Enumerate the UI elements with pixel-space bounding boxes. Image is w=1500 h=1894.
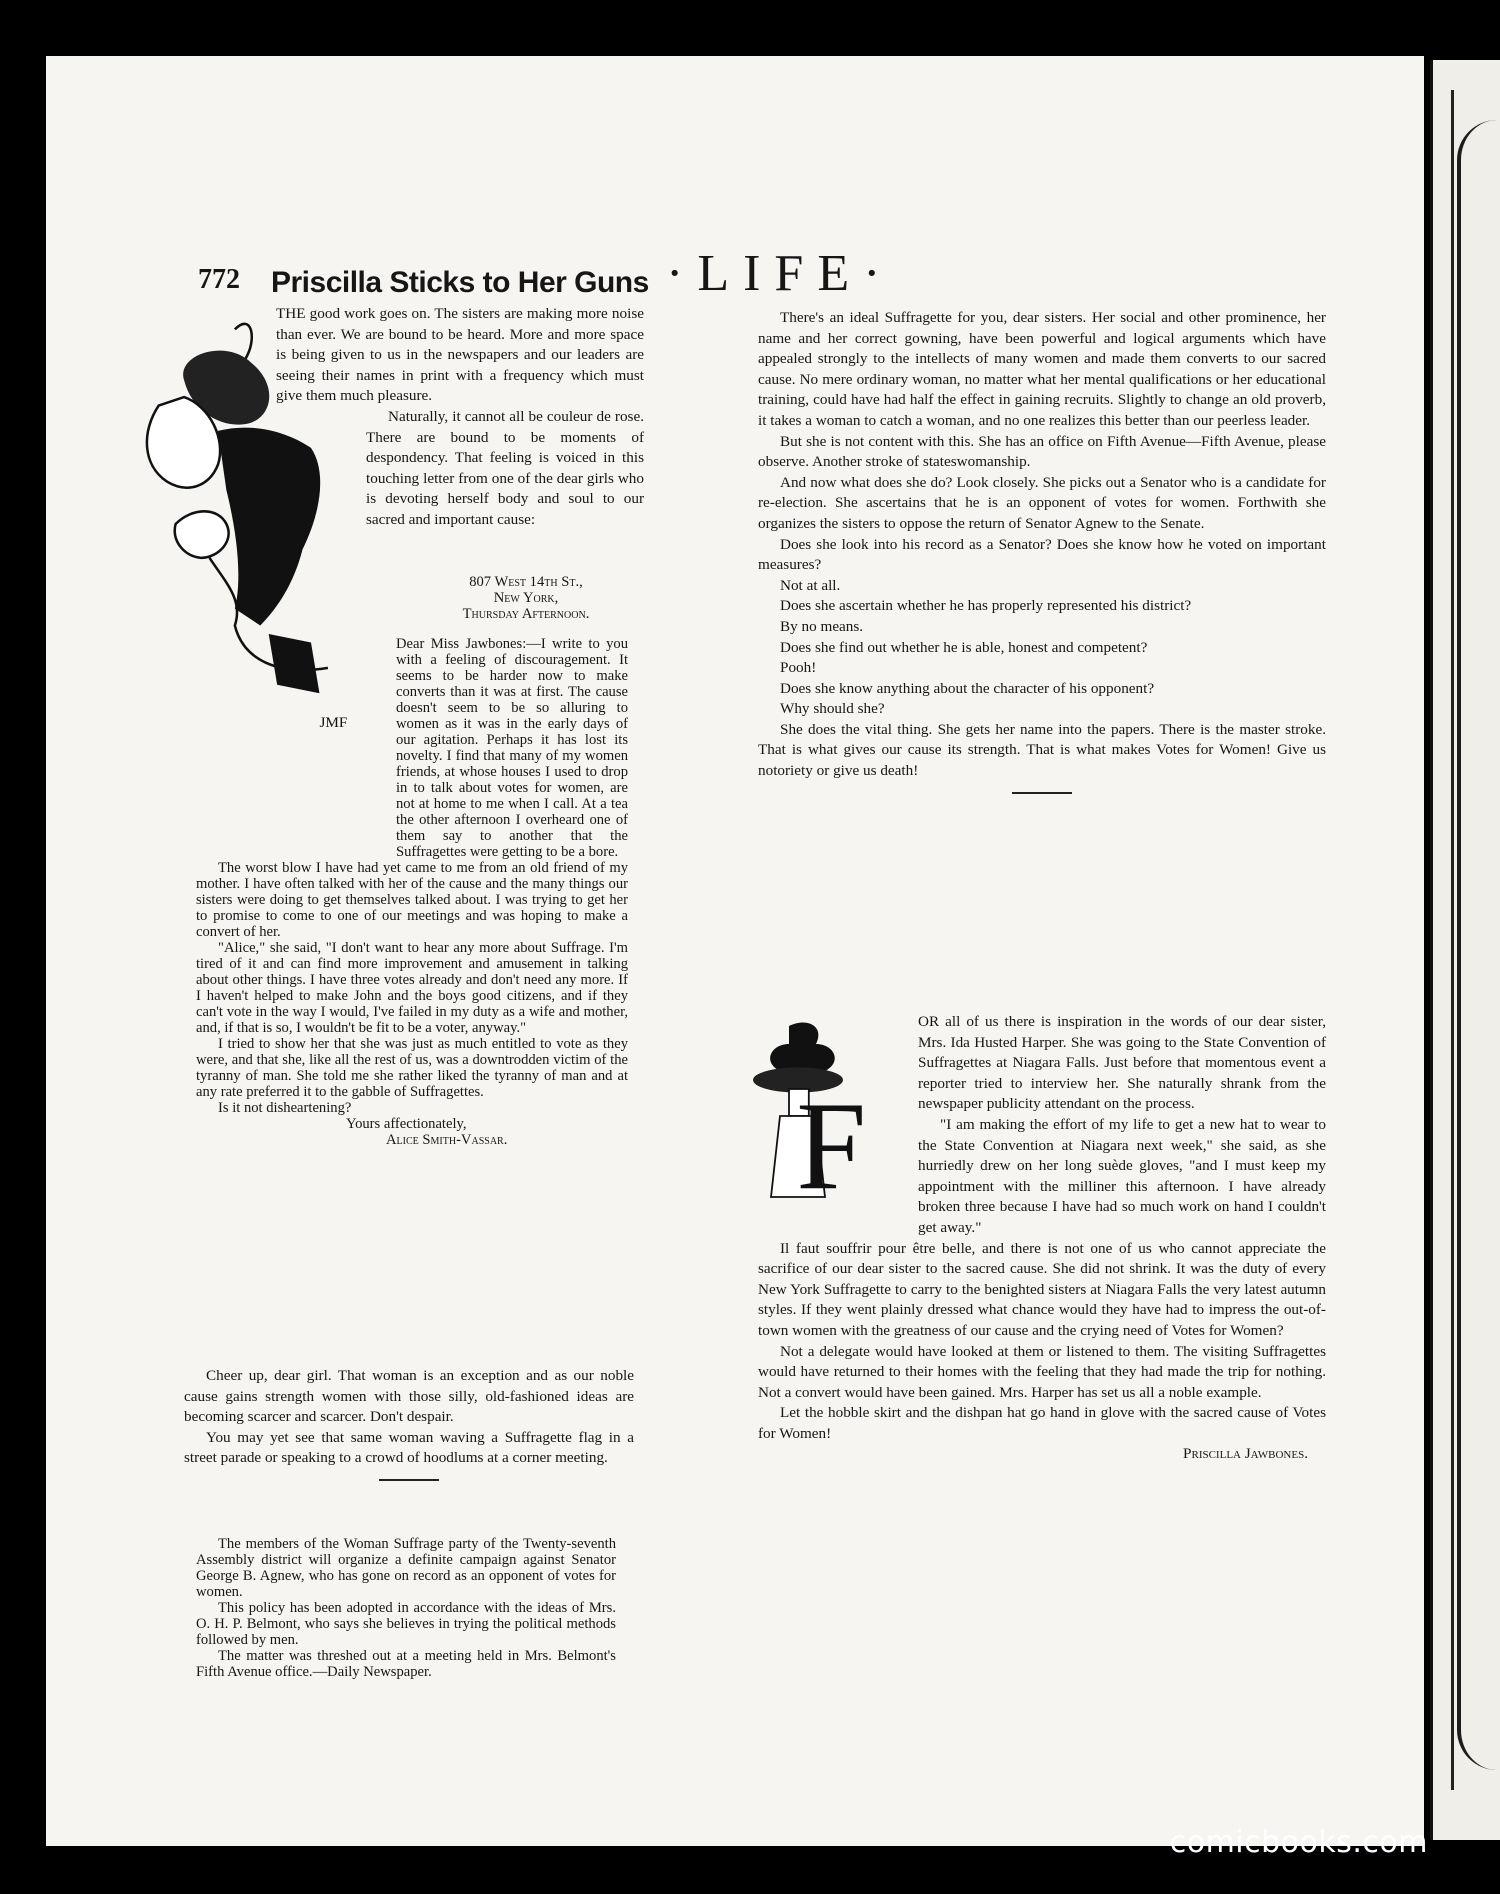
right-paragraph-4: Does she look into his record as a Senator? Does she know how he voted on important measures? (758, 535, 1326, 574)
right-paragraph-12: She does the vital thing. She gets her name into the papers. There is the master stroke. That is what gives our cause its strength. That is what makes Votes for Women! Give us notoriety or give us death! (758, 720, 1326, 780)
second-paragraph-2: "I am making the effort of my life to get a new hat to wear to the State Convention at Niagara next week," she said, as she hurriedly drew on her long suède gloves, "and I must keep my appointment with the milliner this afternoon. I have already broken three because I have had so much work on hand I couldn't get away." (918, 1115, 1326, 1236)
right-paragraph-10: Does she know anything about the character of his opponent? (780, 679, 1155, 697)
masthead-life: ·LIFE· (666, 245, 895, 302)
second-paragraph-3: Il faut souffrir pour être belle, and there is not one of us who cannot appreciate the sacrifice of our dear sister to the sacred cause. She did not shrink. It was the duty of every New York Suffragette to carry to the benighted sisters at Niagara Falls the very latest autumn styles. If they went plainly dressed what chance would they have had to impress the out-of-town women with the greatness of our cause and the crying need of Votes for Women? (758, 1239, 1326, 1339)
letter-paragraph-5: Is it not disheartening? (218, 1100, 352, 1116)
right-paragraph-11: Why should she? (780, 700, 885, 718)
intro-paragraph-1: THE good work goes on. The sisters are making more noise than ever. We are bound to be heard. More and more space is being given to us in the newspapers and our leaders are seeing their names in print with a frequency which must give them much pleasure. (276, 305, 644, 405)
adjacent-page-ornament (1457, 120, 1497, 1770)
letter-paragraph-4: I tried to show her that she was just as much entitled to vote as they were, and that she, like all the rest of us, was a downtrodden victim of the tyranny of man. She told me she rather liked the tyranny of man and at any rate preferred it to the gabble of Suffragettes. (196, 1036, 628, 1100)
second-paragraph-1: OR all of us there is inspiration in the words of our dear sister, Mrs. Ida Husted Harper. She was going to the State Convention of Suffragettes at Niagara Falls. Just before that momentous event a reporter tried to interview her. She naturally shrank from the newspaper publicity attendant on the process. (918, 1013, 1326, 1113)
adjacent-page-edge (1430, 60, 1500, 1840)
letter-close-2: Alice Smith-Vassar. (386, 1132, 508, 1148)
right-paragraph-9: Pooh! (780, 659, 817, 677)
right-paragraph-2: But she is not content with this. She has an office on Fifth Avenue—Fifth Avenue, please observe. Another stroke of stateswomanship. (758, 432, 1326, 471)
letter-paragraph-1: Dear Miss Jawbones:—I write to you with a feeling of discouragement. It seems to be harder now to make converts than it was at first. The cause doesn't seem to be so alluring to women as it was in the early days of our agitation. Perhaps it has lost its novelty. I find that many of my women friends, at whose houses I used to drop in to talk about votes for women, are not at home to me when I call. At a tea the other afternoon I overheard one of them say to another that the Suffragettes were getting to be a bore. (396, 636, 628, 860)
second-paragraph-4: Not a delegate would have looked at them or listened to them. The visiting Suffragettes would have returned to their homes with the feeling that they had made the trip for nothing. Not a convert would have been gained. Mrs. Harper has set us all a noble example. (758, 1342, 1326, 1401)
adjacent-page-rule (1451, 90, 1454, 1790)
intro-paragraph-2: Naturally, it cannot all be couleur de rose. There are bound to be moments of despondency. That feeling is voiced in this touching letter from one of the dear girls who is devoting herself body and soul to our sacred and important cause: (366, 407, 644, 528)
address-line-1: 807 West 14th St., (469, 574, 583, 590)
letter-close-1: Yours affectionately, (346, 1116, 467, 1132)
right-paragraph-8: Does she find out whether he is able, honest and competent? (780, 638, 1148, 656)
after-letter (184, 1366, 634, 1491)
second-piece (758, 1012, 1326, 1465)
address-line-3: Thursday Afternoon. (462, 606, 590, 622)
divider-rule-right (1012, 792, 1072, 794)
letter-paragraph-2: The worst blow I have had yet came to me from an old friend of my mother. I have often talked with her of the cause and the many things our sisters were doing to get themselves talked about. I was trying to get her to promise to come to one of our meetings and was hoping to make a convert of her. (196, 860, 628, 940)
watermark: comicbooks.com (1169, 1825, 1428, 1860)
letter-address (426, 574, 626, 622)
after-letter-paragraph-1: Cheer up, dear girl. That woman is an exception and as our noble cause gains strength women with those silly, old-fashioned ideas are becoming scarcer and scarcer. Don't despair. (184, 1367, 634, 1426)
letter-body (196, 636, 628, 1148)
news-clipping (196, 1536, 616, 1680)
divider-rule (379, 1479, 439, 1481)
magazine-page (46, 56, 1424, 1846)
page-number: 772 (198, 264, 240, 295)
address-line-2: New York, (493, 590, 559, 606)
right-column (758, 308, 1326, 804)
dropcap-f: F (796, 1077, 867, 1216)
clipping-paragraph-3: The matter was threshed out at a meeting held in Mrs. Belmont's Fifth Avenue office.—Daily Newspaper. (196, 1648, 616, 1680)
illustrator-mark: JMF (319, 714, 348, 732)
right-paragraph-1: There's an ideal Suffragette for you, dear sisters. Her social and other prominence, her name and her correct gowning, have been powerful and logical arguments which have appealed strongly to the intellects of many women and made them converts to our sacred cause. No mere ordinary woman, no matter what her mental qualifications or her educational training, could have had half the effect in gaining recruits. Slightly to change an old proverb, it takes a woman to catch a woman, and no one realizes this better than our peerless leader. (758, 309, 1326, 429)
clipping-paragraph-2: This policy has been adopted in accordance with the ideas of Mrs. O. H. P. Belmont, who says she believes in trying the political methods followed by men. (196, 1600, 616, 1648)
clipping-paragraph-1: The members of the Woman Suffrage party of the Twenty-seventh Assembly district will organize a definite campaign against Senator George B. Agnew, who has gone on record as an opponent of votes for women. (196, 1536, 616, 1600)
article-title: Priscilla Sticks to Her Guns (271, 266, 649, 299)
right-paragraph-5: Not at all. (780, 576, 841, 594)
right-paragraph-3: And now what does she do? Look closely. She picks out a Senator who is a candidate for re-election. She ascertains that he is an opponent of votes for women. Forthwith she organizes the sisters to oppose the return of Senator Agnew to the Senate. (758, 473, 1326, 532)
second-paragraph-5: Let the hobble skirt and the dishpan hat go hand in glove with the sacred cause of Votes for Women! (758, 1404, 1326, 1442)
intro-paragraphs (276, 304, 644, 531)
right-paragraph-6: Does she ascertain whether he has properly represented his district? (780, 597, 1192, 615)
signature: Priscilla Jawbones. (1183, 1445, 1308, 1463)
right-paragraph-7: By no means. (780, 617, 864, 635)
letter-paragraph-3: "Alice," she said, "I don't want to hear any more about Suffrage. I'm tired of it and can find more improvement and amusement in talking about other things. I have three votes already and don't need any more. If I haven't helped to make John and the boys good citizens, and if they can't vote in the way I would, I've failed in my duty as a wife and mother, and, if that is so, I wouldn't be fit to be a voter, anyway." (196, 940, 628, 1036)
after-letter-paragraph-2: You may yet see that same woman waving a Suffragette flag in a street parade or speaking to a crowd of hoodlums at a corner meeting. (184, 1428, 634, 1467)
